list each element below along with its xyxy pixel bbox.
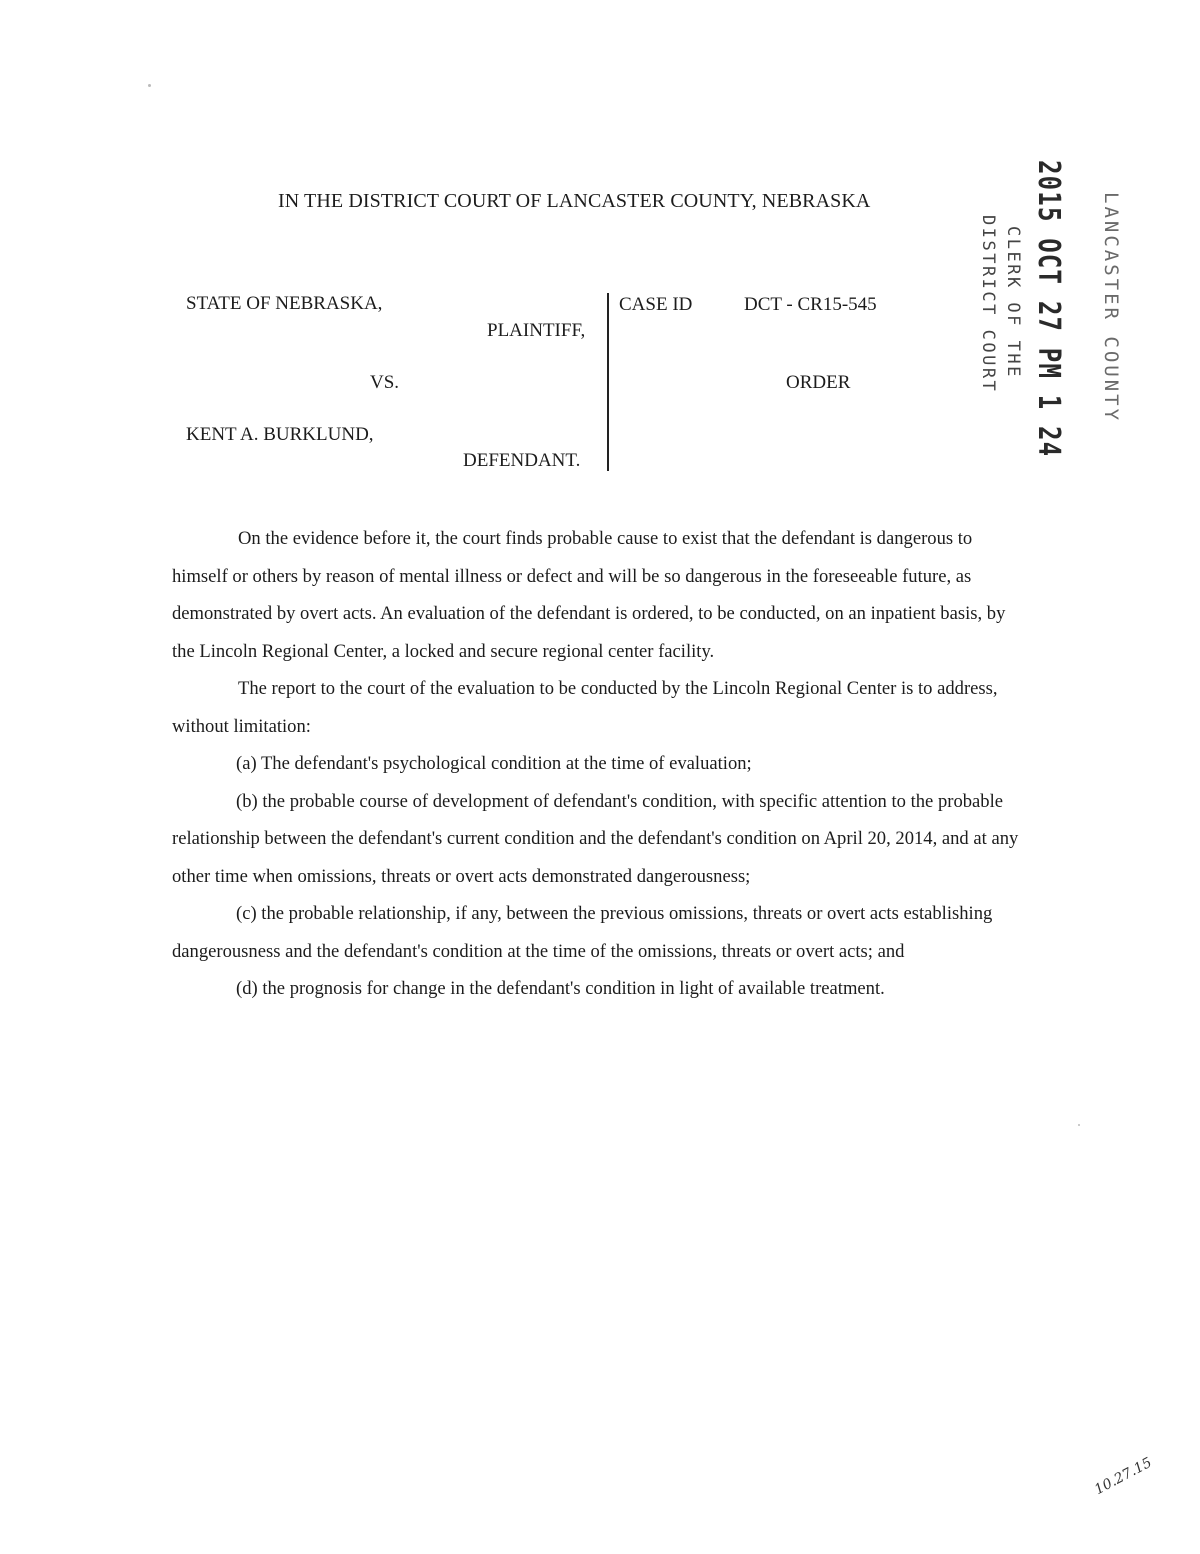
paragraph-report-scope: The report to the court of the evaluation to be conducted by the Lincoln Regional Center is to address, without limitation: [172, 678, 998, 737]
paragraph-findings: On the evidence before it, the court finds probable cause to exist that the defendant is dangerous to himself or others by reason of mental illness or defect and will be so dangerous in the foreseeable future, as demonstrated by overt acts. An evaluation of the defendant is ordered, to be conducted, on an inpatient basis, by the Lincoln Regional Center, a locked and secure regional center facility. [172, 528, 1006, 662]
stamp-datetime: 2015 OCT 27 PM 1 24 [1031, 160, 1066, 458]
versus-label: VS. [370, 372, 400, 393]
list-item-a: (a) The defendant's psychological condition at the time of evaluation; [236, 753, 752, 774]
document-type: ORDER [786, 372, 851, 393]
defendant-role: DEFENDANT. [463, 450, 581, 471]
scan-speck [1078, 1124, 1080, 1126]
list-item-c: (c) the probable relationship, if any, between the previous omissions, threats or overt acts establishing dangerousness and the defendant's condition at the time of the omissions, threats or overt acts; and [172, 903, 993, 962]
handwritten-date-note: 10.27.15 [1092, 1454, 1155, 1499]
defendant-name: KENT A. BURKLUND, [186, 424, 374, 445]
case-id-value: DCT - CR15-545 [744, 294, 877, 315]
list-item-b: (b) the probable course of development of defendant's condition, with specific attention to the probable relationship between the defendant's current condition and the defendant's condition on April 20, 2014, and at any other time when omissions, threats or overt acts demonstrated dangerousness; [172, 790, 1019, 887]
stamp-clerk-line1: CLERK OF THE [1003, 226, 1023, 379]
order-body [172, 520, 1022, 1008]
plaintiff-name: STATE OF NEBRASKA, [186, 293, 383, 314]
court-title: IN THE DISTRICT COURT OF LANCASTER COUNTY, NEBRASKA [278, 190, 871, 212]
plaintiff-role: PLAINTIFF, [487, 320, 586, 341]
list-item-d: (d) the prognosis for change in the defendant's condition in light of available treatment. [236, 978, 885, 999]
scan-speck [148, 84, 151, 87]
case-id-label: CASE ID [619, 294, 693, 315]
stamp-clerk-line2: DISTRICT COURT [978, 215, 998, 394]
caption-divider [607, 293, 609, 471]
stamp-county: LANCASTER COUNTY [1100, 192, 1122, 424]
